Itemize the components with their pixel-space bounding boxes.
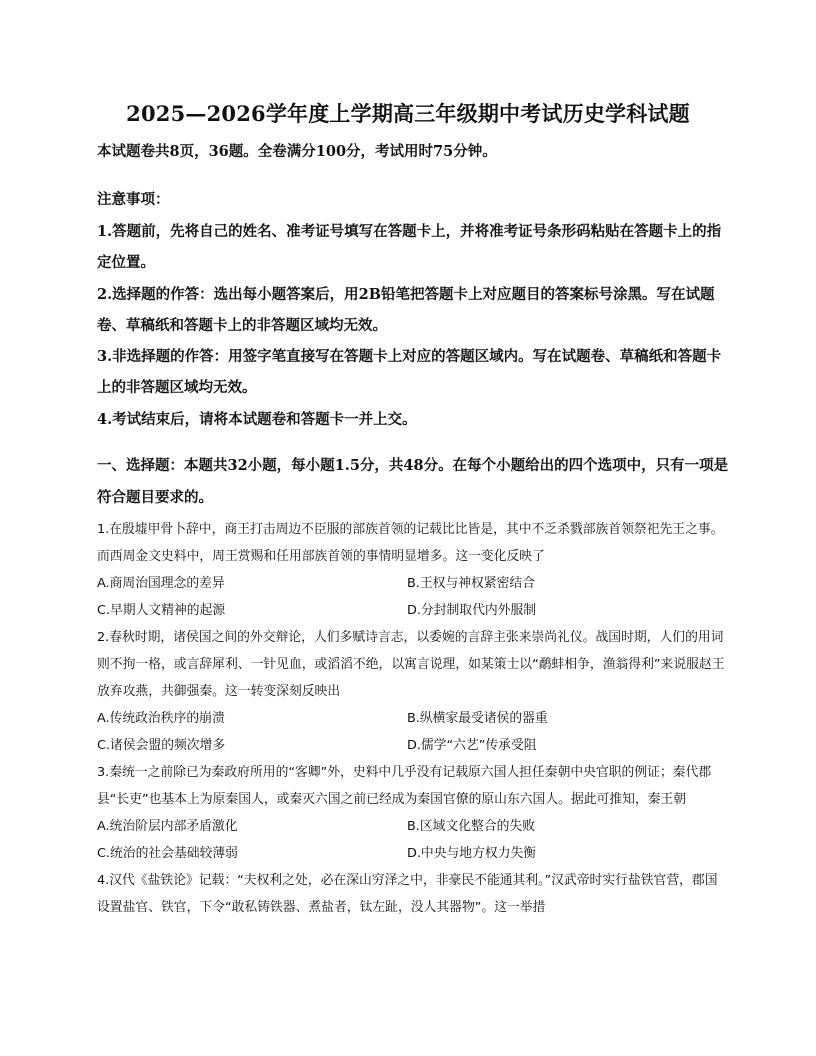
option: A.传统政治秩序的崩溃 xyxy=(97,711,225,726)
option: B.纵横家最受诸侯的器重 xyxy=(407,711,548,726)
option: D.中央与地方权力失衡 xyxy=(407,846,537,861)
question-stem: 3.秦统一之前除已为秦政府所用的“客卿”外，史料中几乎没有记载原六国人担任秦朝中央官职的例证；秦代郡县“长吏”也基本上为原秦国人，或秦灭六国之前已经成为秦国官僚的原山东六国人。据此可推知，秦王朝 xyxy=(97,765,712,807)
page-title: 2025—2026学年度上学期高三年级期中考试历史学科试题 xyxy=(126,101,690,126)
intro-line: 本试题卷共8页，36题。全卷满分100分，考试用时75分钟。 xyxy=(97,143,497,160)
notice-heading: 注意事项： xyxy=(97,191,170,208)
option-group xyxy=(97,813,727,867)
option: B.王权与神权紧密结合 xyxy=(407,576,536,591)
option-group xyxy=(97,570,727,624)
notice-item: 2.选择题的作答：选出每小题答案后，用2B铅笔把答题卡上对应题目的答案标号涂黑。写在试题卷、草稿纸和答题卡上的非答题区域均无效。 xyxy=(97,285,715,334)
question-stem: 2.春秋时期，诸侯国之间的外交辩论，人们多赋诗言志，以委婉的言辞主张来崇尚礼仪。战国时期，人们的用词则不拘一格，或言辞犀利、一针见血，或滔滔不绝，以寓言说理，如某策士以“鹬蚌相争，渔翁得利”来说服赵王放弃攻燕，共御强秦。这一转变深刻反映出 xyxy=(97,630,725,699)
option: D.分封制取代内外服制 xyxy=(407,603,537,618)
question-stem: 4.汉代《盐铁论》记载：“夫权利之处，必在深山穷泽之中，非豪民不能通其利。”汉武帝时实行盐铁官营，郡国设置盐官、铁官，下令“敢私铸铁器、煮盐者，钛左趾，没人其器物”。这一举措 xyxy=(97,873,718,915)
option: C.统治的社会基础较薄弱 xyxy=(97,846,238,861)
option-group xyxy=(97,705,727,759)
option: D.儒学“六艺”传承受阻 xyxy=(407,738,537,753)
option: A.统治阶层内部矛盾激化 xyxy=(97,819,238,834)
notice-item: 4.考试结束后，请将本试题卷和答题卡一并上交。 xyxy=(97,410,417,428)
notice-item: 1.答题前，先将自己的姓名、准考证号填写在答题卡上，并将准考证号条形码粘贴在答题卡上的指定位置。 xyxy=(97,223,722,272)
section-heading: 一、选择题：本题共32小题，每小题1.5分，共48分。在每个小题给出的四个选项中，只有一项是符合题目要求的。 xyxy=(97,457,729,506)
option: C.早期人文精神的起源 xyxy=(97,603,226,618)
option: A.商周治国理念的差异 xyxy=(97,576,225,591)
notice-item: 3.非选择题的作答：用签字笔直接写在答题卡上对应的答题区域内。写在试题卷、草稿纸和答题卡上的非答题区域均无效。 xyxy=(97,348,722,397)
option: B.区域文化整合的失败 xyxy=(407,819,536,834)
option: C.诸侯会盟的频次增多 xyxy=(97,738,226,753)
question-stem: 1.在殷墟甲骨卜辞中，商王打击周边不臣服的部族首领的记载比比皆是，其中不乏杀戮部族首领祭祀先王之事。而西周金文史料中，周王赏赐和任用部族首领的事情明显增多。这一变化反映了 xyxy=(97,522,724,564)
notice-list xyxy=(97,216,729,435)
question-list xyxy=(97,516,727,921)
